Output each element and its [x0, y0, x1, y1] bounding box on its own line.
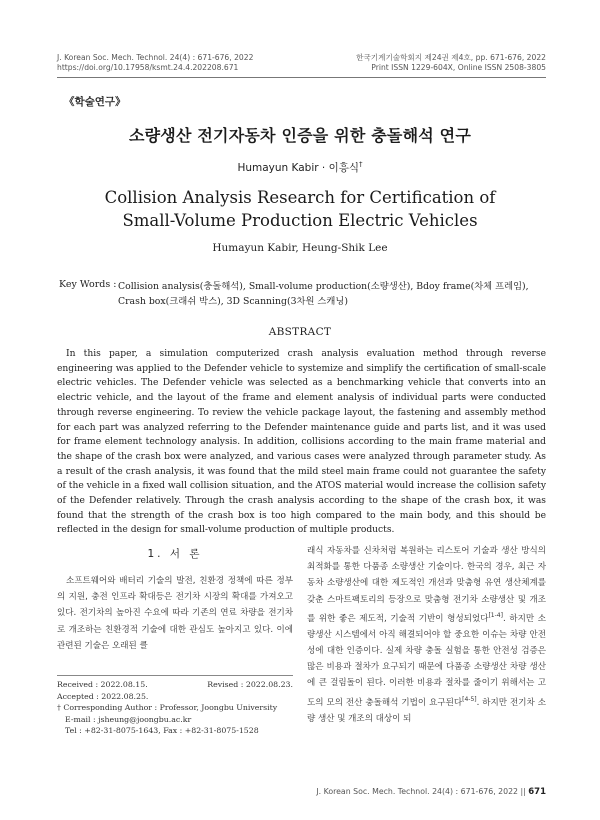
title-en-line-2: Small-Volume Production Electric Vehicles	[122, 211, 478, 230]
header-journal-right: 한국기계기술학회지 제24권 제4호, pp. 671-676, 2022	[356, 53, 546, 62]
authors-english: Humayun Kabir, Heung-Shik Lee	[212, 242, 388, 254]
citation-ref-1[interactable]: [1-4]	[488, 611, 503, 619]
accepted-date: Accepted : 2022.08.25.	[57, 691, 149, 701]
paper-title-english	[0, 186, 600, 232]
intro-right-text-c: . 하지만 전기차 소량 생산 및 개조의 대상이 되	[307, 697, 546, 724]
abstract-heading: ABSTRACT	[268, 326, 332, 338]
title-en-line-1: Collision Analysis Research for Certification of	[104, 188, 496, 207]
page-number: 671	[528, 787, 546, 797]
section-heading-introduction: 1. 서 론	[147, 548, 203, 560]
page-footer	[300, 787, 546, 797]
footnote-divider	[57, 675, 293, 676]
keywords-text: Collision analysis(충돌해석), Small-volume production(소량생산), Bdoy frame(차체 프레임), Crash box(크래쉬 박스), 3D Scanning(3차원 스캐닝)	[118, 281, 529, 307]
footer-journal: J. Korean Soc. Mech. Technol. 24(4) : 671-676, 2022 ||	[316, 787, 526, 796]
paper-title-korean: 소량생산 전기자동차 인증을 위한 충돌해석 연구	[129, 126, 471, 145]
intro-left-column: 소프트웨어와 배터리 기술의 발전, 친환경 정책에 따른 정부의 지원, 충전 인프라 확대등은 전기차 시장의 확대를 가져오고 있다. 전기차의 높아진 수요에 따라 기존의 연료 차량을 전기차로 개조하는 친환경적 기술에 대한 관심도 높아지고 있다. 이에 관련된 기술은 오래된 클	[57, 576, 293, 651]
section-tag: 《학술연구》	[64, 96, 126, 108]
intro-right-text-b: . 하지만 소량생산 시스템에서 아직 해결되어야 할 중요한 이슈는 차량 안전성에 대한 인증이다. 실제 차량 충돌 실험을 통한 안전성 검증은 많은 비용과 절차가 요구되기 때문에 다품종 소량생산 차량 생산에 큰 걸림돌이 된다. 이러한 비용과 절차를 줄이기 위해서는 고도의 모의 전산 충돌해석 기법이 요구된다	[307, 613, 546, 708]
citation-ref-2[interactable]: [4-5]	[462, 695, 477, 703]
revised-date: Revised : 2022.08.23.	[207, 680, 293, 689]
footnote-dates-row	[57, 679, 293, 691]
header-doi-link[interactable]: https://doi.org/10.17958/ksmt.24.4.202208.671	[57, 63, 239, 72]
abstract-body: In this paper, a simulation computerized crash analysis evaluation method through reverse engineering was applied to the Defender vehicle to systemize and simplify the certification of small-scale electric vehicles. The Defender vehicle was selected as a benchmarking vehicle that converts into an electric vehicle, and the layout of the frame and element analysis of individual parts were conducted through reverse engineering. To review the vehicle package layout, the fastening and assembly method for each part was analyzed referring to the Defender maintenance guide and parts list, and it was used for frame element technology analysis. In addition, collisions according to the main frame material and the shape of the crash box were analyzed, and various cases were analyzed through parameter study. As a result of the crash analysis, it was found that the mild steel main frame could not guarantee the safety of the vehicle in a fixed wall collision situation, and the ATOS material would increase the collision safety of the Defender relatively. Through the crash analysis according to the shape of the crash box, it was found that the strength of the crash box is too high compared to the main body, and this should be reflected in the design for small-volume production of multiple products.	[57, 349, 546, 536]
header-journal-left: J. Korean Soc. Mech. Technol. 24(4) : 671-676, 2022	[57, 53, 254, 62]
header-issn: Print ISSN 1229-604X, Online ISSN 2508-3805	[371, 63, 546, 72]
corresponding-mark: †	[359, 160, 363, 169]
authors-korean-names: Humayun Kabir · 이흥식	[237, 162, 360, 174]
author-email[interactable]: E-mail : jsheung@joongbu.ac.kr	[65, 714, 192, 724]
intro-right-text-a: 래식 자동차를 신차처럼 복원하는 리스토어 기술과 생산 방식의 최적화를 통한 다품종 소량생산 기술이다. 한국의 경우, 최근 자동차 소량생산에 대한 제도적인 개선과 맞춤형 유연 생산체계를 갖춘 스마트팩토리의 등장으로 맞춤형 전기차 소량생산 및 개조를 위한 좋은 제도적, 기술적 기반이 형성되었다	[307, 546, 546, 624]
received-date: Received : 2022.08.15.	[57, 680, 148, 689]
footnote-block	[57, 679, 293, 737]
intro-right-column	[307, 543, 546, 727]
keywords-label: Key Words :	[59, 279, 117, 290]
header-divider	[57, 77, 546, 78]
corresponding-author: † Corresponding Author : Professor, Joongbu University	[57, 703, 278, 713]
authors-korean	[0, 160, 600, 175]
author-phone-fax: Tel : +82-31-8075-1643, Fax : +82-31-8075-1528	[65, 726, 259, 736]
